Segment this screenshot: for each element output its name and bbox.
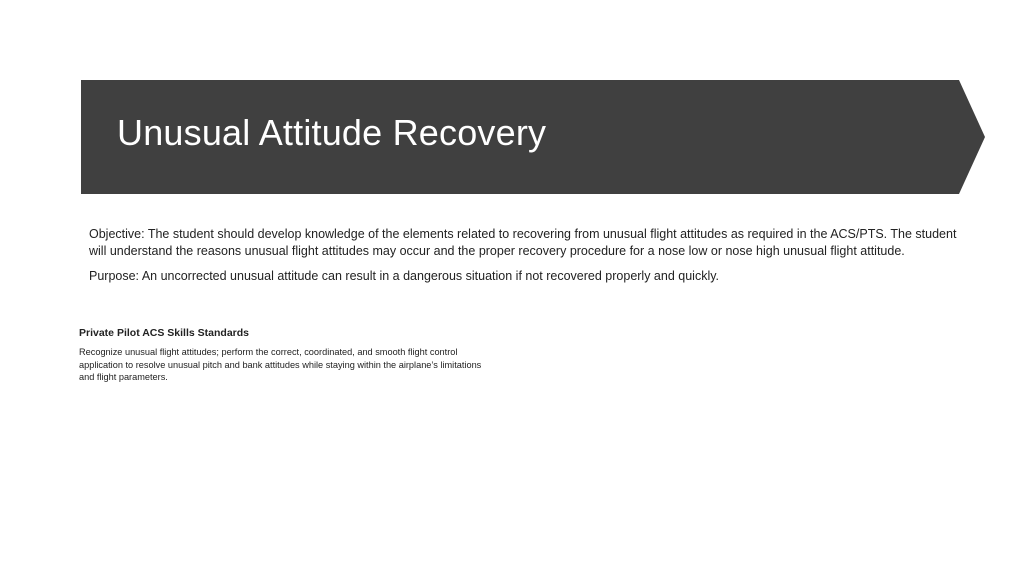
body-content bbox=[89, 226, 965, 294]
title-banner bbox=[81, 80, 985, 194]
purpose-paragraph: Purpose: An uncorrected unusual attitude can result in a dangerous situation if not recovered properly and quickly. bbox=[89, 269, 720, 283]
slide-title: Unusual Attitude Recovery bbox=[117, 112, 547, 153]
standards-heading: Private Pilot ACS Skills Standards bbox=[79, 327, 249, 339]
standards-text: Recognize unusual flight attitudes; perform the correct, coordinated, and smooth flight control application to resolve unusual pitch and bank attitudes while staying within the airplane’s limitations and flight parameters. bbox=[79, 347, 482, 383]
acs-standards-block bbox=[79, 327, 499, 384]
objective-paragraph: Objective: The student should develop knowledge of the elements related to recovering from unusual flight attitudes as required in the ACS/PTS. The student will understand the reasons unusual flight attitudes may occur and the proper recovery procedure for a nose low or nose high unusual flight attitude. bbox=[89, 227, 957, 258]
